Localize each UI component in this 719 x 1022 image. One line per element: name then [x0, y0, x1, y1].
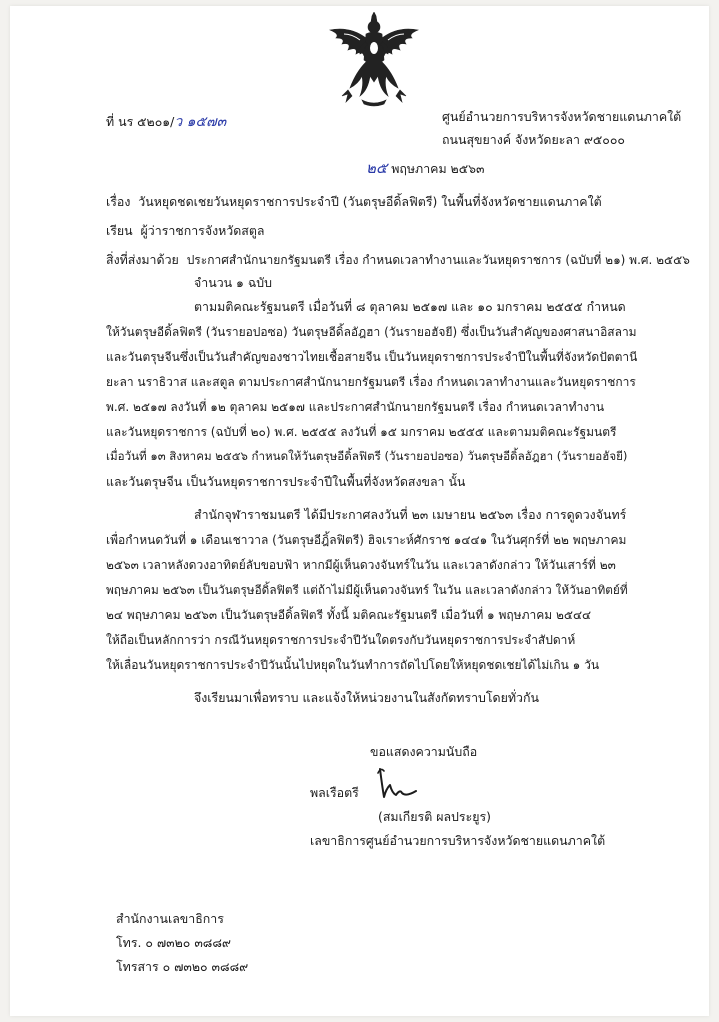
date-day-handwritten: ๒๕	[366, 159, 388, 177]
handwritten-signature-icon	[372, 763, 422, 805]
footer-phone: โทร. ๐ ๗๓๒๐ ๓๘๘๙	[116, 935, 231, 950]
enclosure-label: สิ่งที่ส่งมาด้วย	[106, 252, 179, 267]
enclosure-count: จำนวน ๑ ฉบับ	[194, 275, 273, 290]
paragraph-line: เมื่อวันที่ ๑๓ สิงหาคม ๒๕๕๖ กำหนดให้วันตรุษอีดิ้ลฟิตรี (วันรายอปอซอ) วันตรุษอีดิ้ลอัฎฮา (วันรายอฮัจยี)	[106, 449, 628, 463]
paragraph-line: พ.ศ. ๒๕๑๗ ลงวันที่ ๑๒ ตุลาคม ๒๕๑๗ และประกาศสำนักนายกรัฐมนตรี เรื่อง กำหนดเวลาทำงาน	[106, 400, 605, 414]
paragraph-line: ให้วันตรุษอีดิ้ลฟิตรี (วันรายอปอซอ) วันตรุษอีดิ้ลอัฎฮา (วันรายอฮัจยี) ซึ่งเป็นวันสำคัญของศาสนาอิสลาม	[106, 325, 637, 339]
paragraph-line: ให้ถือเป็นหลักการว่า กรณีวันหยุดราชการประจำปีวันใดตรงกับวันหยุดราชการประจำสัปดาห์	[106, 633, 576, 647]
document-page	[10, 6, 709, 1016]
paragraph-line: ยะลา นราธิวาส และสตูล ตามประกาศสำนักนายกรัฐมนตรี เรื่อง กำหนดเวลาทำงานและวันหยุดราชการ	[106, 375, 636, 389]
paragraph-line: ตามมติคณะรัฐมนตรี เมื่อวันที่ ๘ ตุลาคม ๒๕๑๗ และ ๑๐ มกราคม ๒๕๕๕ กำหนด	[194, 299, 626, 314]
subject-text: วันหยุดชดเชยวันหยุดราชการประจำปี (วันตรุษอีดิ้ลฟิตรี) ในพื้นที่จังหวัดชายแดนภาคใต้	[138, 194, 602, 209]
document-number-prefix: ที่ นร ๕๒๐๑/	[106, 114, 175, 129]
closing-salutation: ขอแสดงความนับถือ	[370, 744, 478, 759]
document-date	[366, 155, 484, 182]
issuing-office-name: ศูนย์อำนวยการบริหารจังหวัดชายแดนภาคใต้	[442, 109, 682, 124]
paragraph-line: พฤษภาคม ๒๕๖๓ เป็นวันตรุษอีดิ้ลฟิตรี แต่ถ้าไม่มีผู้เห็นดวงจันทร์ ในวัน และเวลาดังกล่าว ให้วันอาทิตย์ที่	[106, 583, 628, 597]
recipient-label: เรียน	[106, 223, 133, 238]
issuing-office-address: ถนนสุขยางค์ จังหวัดยะลา ๙๕๐๐๐	[442, 132, 625, 147]
subject-line	[106, 189, 602, 215]
subject-label: เรื่อง	[106, 194, 131, 209]
footer-unit: สำนักงานเลขาธิการ	[116, 911, 224, 926]
recipient-line	[106, 218, 265, 244]
paragraph-line: ให้เลื่อนวันหยุดราชการประจำปีวันนั้นไปหยุดในวันทำการถัดไปโดยให้หยุดชดเชยได้ไม่เกิน ๑ วัน	[106, 658, 600, 672]
paragraph-line: ๒๔ พฤษภาคม ๒๕๖๓ เป็นวันตรุษอีดิ้ลฟิตรี ทั้งนี้ มติคณะรัฐมนตรี เมื่อวันที่ ๑ พฤษภาคม ๒๕๔๔	[106, 608, 592, 622]
garuda-emblem-icon	[322, 12, 426, 108]
paragraph-line: และวันหยุดราชการ (ฉบับที่ ๒๐) พ.ศ. ๒๕๕๕ ลงวันที่ ๑๕ มกราคม ๒๕๕๕ และตามมติคณะรัฐมนตรี	[106, 425, 617, 439]
paragraph-line: เพื่อกำหนดวันที่ ๑ เดือนเชาวาล (วันตรุษอีฎิ้ลฟิตรี) ฮิจเราะห์ศักราช ๑๔๔๑ ในวันศุกร์ที่ ๒๒ พฤษภาคม	[106, 533, 627, 547]
signer-rank: พลเรือตรี	[310, 785, 359, 800]
paragraph-line: จึงเรียนมาเพื่อทราบ และแจ้งให้หน่วยงานในสังกัดทราบโดยทั่วกัน	[194, 690, 539, 705]
recipient-text: ผู้ว่าราชการจังหวัดสตูล	[140, 223, 265, 238]
date-month-year: พฤษภาคม ๒๕๖๓	[391, 161, 485, 176]
paragraph-line: ๒๕๖๓ เวลาหลังดวงอาทิตย์ลับขอบฟ้า หากมีผู้เห็นดวงจันทร์ในวัน และเวลาดังกล่าว ให้วันเสาร์ที่ ๒๓	[106, 558, 616, 572]
paragraph-line: สำนักจุฬาราชมนตรี ได้มีประกาศลงวันที่ ๒๓ เมษายน ๒๕๖๓ เรื่อง การดูดวงจันทร์	[194, 507, 627, 522]
document-number-handwritten: ว ๑๕๗๓	[174, 114, 227, 130]
document-number	[106, 109, 226, 135]
signer-name: (สมเกียรติ ผลประยูร)	[378, 809, 491, 824]
signer-position: เลขาธิการศูนย์อำนวยการบริหารจังหวัดชายแดนภาคใต้	[310, 833, 606, 848]
enclosure-text: ประกาศสำนักนายกรัฐมนตรี เรื่อง กำหนดเวลาทำงานและวันหยุดราชการ (ฉบับที่ ๒๑) พ.ศ. ๒๕๕๖	[186, 253, 690, 267]
paragraph-line: และวันตรุษจีน เป็นวันหยุดราชการประจำปีในพื้นที่จังหวัดสงขลา นั้น	[106, 474, 466, 489]
paragraph-line: และวันตรุษจีนซึ่งเป็นวันสำคัญของชาวไทยเชื้อสายจีน เป็นวันหยุดราชการประจำปีในพื้นที่จังหวัดปัตตานี	[106, 350, 638, 364]
footer-fax: โทรสาร ๐ ๗๓๒๐ ๓๘๘๙	[116, 959, 249, 974]
